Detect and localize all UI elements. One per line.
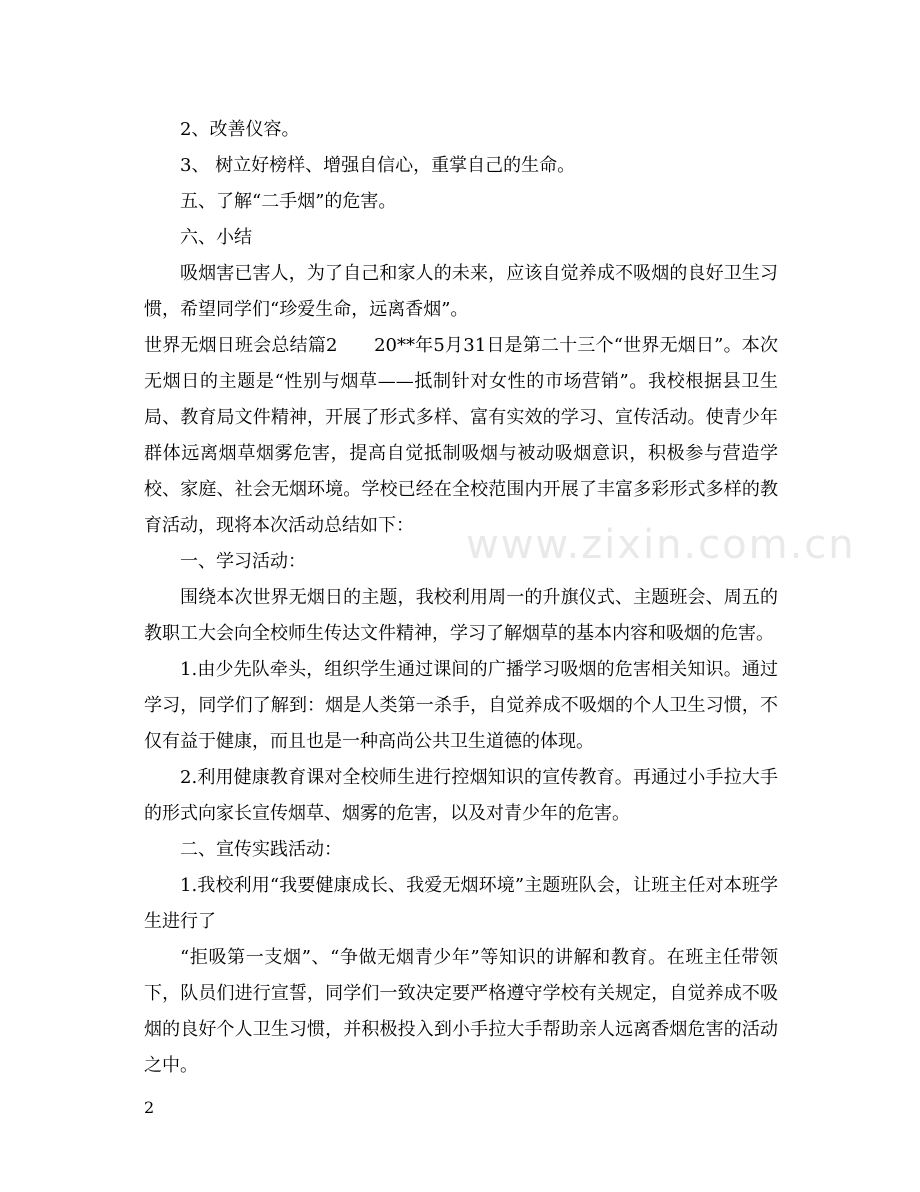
paragraph-section-6: 六、小结: [180, 227, 252, 248]
paragraph-study-2: 2.利用健康教育课对全校师生进行控烟知识的宣传教育。再通过小手拉大手的形式向家长宣传烟草、烟雾的危害，以及对青少年的危害。: [144, 767, 778, 824]
paragraph-item-3: 3、 树立好榜样、增强自信心，重掌自己的生命。: [180, 155, 576, 176]
paragraph-section-2: 二、宣传实践活动：: [180, 839, 342, 860]
paragraph-summary: 吸烟害已害人，为了自己和家人的未来，应该自觉养成不吸烟的良好卫生习惯，希望同学们“珍爱生命，远离香烟”。: [144, 263, 778, 320]
document-body: [144, 112, 778, 1084]
paragraph-study-intro: 围绕本次世界无烟日的主题，我校利用周一的升旗仪式、主题班会、周五的教职工大会向全校师生传达文件精神，学习了解烟草的基本内容和吸烟的危害。: [144, 587, 778, 644]
paragraph-practice-1-cont: “拒吸第一支烟”、“争做无烟青少年”等知识的讲解和教育。在班主任带领下，队员们进行宣誓，同学们一致决定要严格遵守学校有关规定，自觉养成不吸烟的良好个人卫生习惯，并积极投入到小手拉大手帮助亲人远离香烟危害的活动之中。: [144, 947, 778, 1076]
paragraph-section-5: 五、了解“二手烟”的危害。: [180, 191, 397, 212]
paragraph-practice-1: 1.我校利用“我要健康成长、我爱无烟环境”主题班队会，让班主任对本班学生进行了: [144, 875, 778, 932]
paragraph-section-1: 一、学习活动：: [180, 551, 306, 572]
paragraph-study-1: 1.由少先队牵头，组织学生通过课间的广播学习吸烟的危害相关知识。通过学习，同学们了解到：烟是人类第一杀手，自觉养成不吸烟的个人卫生习惯，不仅有益于健康，而且也是一种高尚公共卫生道德的体现。: [144, 659, 778, 752]
page-number: 2: [144, 1098, 155, 1117]
watermark: www.zixin.com.cn: [466, 522, 856, 568]
paragraph-article-2-intro: 世界无烟日班会总结篇2 20**年5月31日是第二十三个“世界无烟日”。本次无烟日的主题是“性别与烟草——抵制针对女性的市场营销”。我校根据县卫生局、教育局文件精神，开展了形式多样、富有实效的学习、宣传活动。使青少年群体远离烟草烟雾危害，提高自觉抵制吸烟与被动吸烟意识，积极参与营造学校、家庭、社会无烟环境。学校已经在全校范围内开展了丰富多彩形式多样的教育活动，现将本次活动总结如下：: [144, 335, 778, 536]
paragraph-item-2: 2、改善仪容。: [180, 119, 300, 140]
